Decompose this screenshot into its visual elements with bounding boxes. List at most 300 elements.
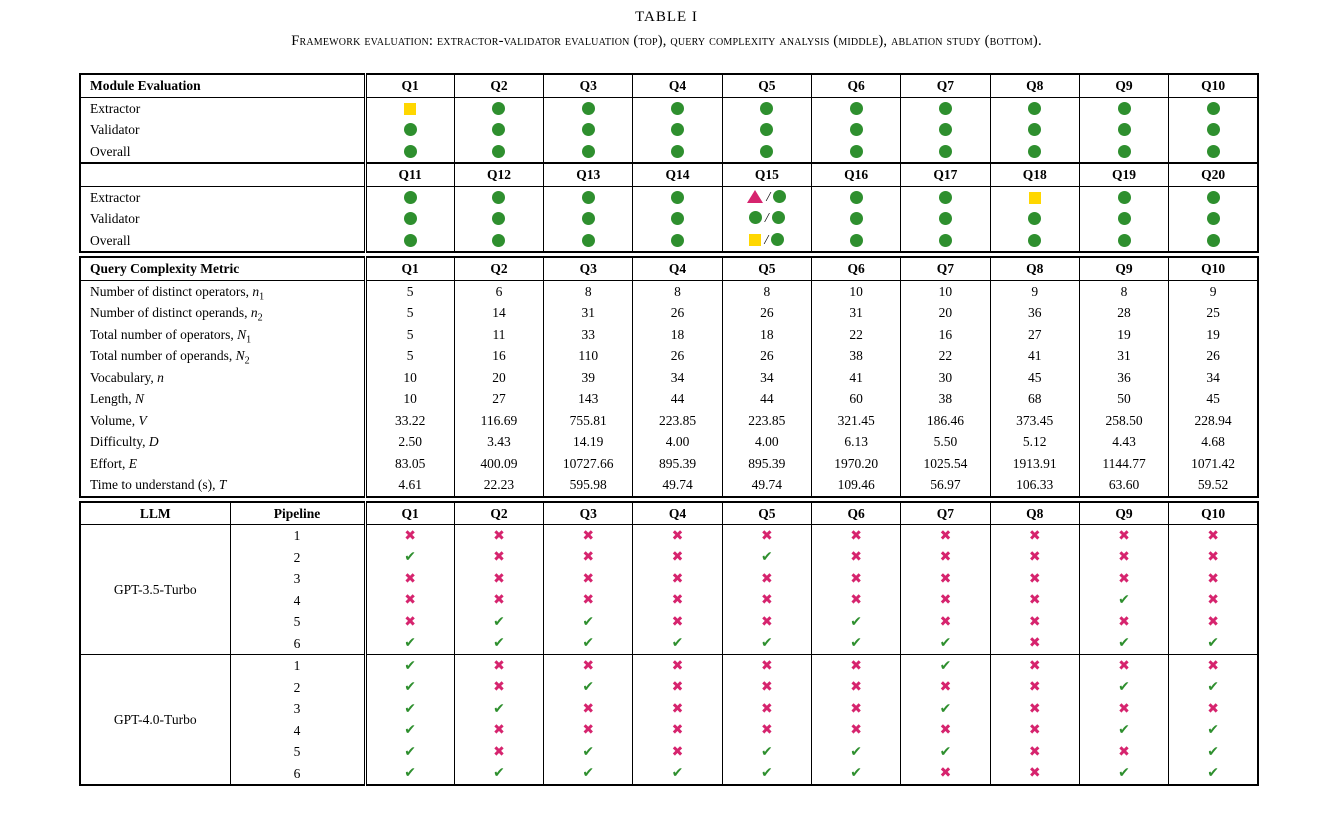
metric-value: 22 bbox=[811, 324, 900, 346]
complexity-data-row bbox=[80, 474, 1258, 497]
metric-value: 14 bbox=[454, 302, 543, 324]
green-circle-icon bbox=[939, 191, 952, 204]
result-cell bbox=[365, 547, 454, 569]
cross-icon: ✖ bbox=[1118, 743, 1130, 760]
result-cell bbox=[811, 611, 900, 633]
green-circle-icon bbox=[582, 234, 595, 247]
metric-value: 34 bbox=[633, 367, 722, 389]
green-circle-icon bbox=[671, 102, 684, 115]
result-cell bbox=[722, 741, 811, 763]
cross-icon: ✖ bbox=[1028, 613, 1041, 630]
column-header-q1: Q1 bbox=[365, 502, 454, 525]
result-cell bbox=[633, 698, 722, 720]
module-cell bbox=[1079, 97, 1168, 119]
result-cell bbox=[722, 677, 811, 699]
result-cell bbox=[454, 568, 543, 590]
metric-value: 8 bbox=[722, 280, 811, 302]
check-icon: ✔ bbox=[404, 657, 417, 674]
check-icon: ✔ bbox=[760, 743, 773, 760]
result-cell bbox=[633, 547, 722, 569]
module-cell bbox=[811, 141, 900, 164]
result-cell bbox=[365, 677, 454, 699]
cross-icon: ✖ bbox=[671, 613, 684, 630]
green-circle-icon bbox=[1118, 102, 1131, 115]
yellow-square-icon bbox=[404, 103, 416, 115]
cross-icon: ✖ bbox=[1028, 679, 1041, 696]
result-cell bbox=[1079, 720, 1168, 742]
metric-value: 22.23 bbox=[454, 474, 543, 497]
result-cell bbox=[1079, 568, 1168, 590]
module-cell bbox=[990, 208, 1079, 230]
metric-value: 110 bbox=[544, 345, 633, 367]
pipeline-number: 6 bbox=[230, 633, 365, 655]
result-cell bbox=[365, 568, 454, 590]
module-cell bbox=[365, 208, 454, 230]
module-header-row bbox=[80, 74, 1258, 97]
result-cell bbox=[901, 611, 990, 633]
pipeline-number: 3 bbox=[230, 698, 365, 720]
pipeline-row bbox=[80, 633, 1258, 655]
green-circle-icon bbox=[492, 102, 505, 115]
complexity-data-row bbox=[80, 410, 1258, 432]
check-icon: ✔ bbox=[939, 743, 952, 760]
cross-icon: ✖ bbox=[760, 722, 773, 739]
pipeline-number: 3 bbox=[230, 568, 365, 590]
module-cell bbox=[901, 141, 990, 164]
complexity-data-row bbox=[80, 388, 1258, 410]
module-cell bbox=[454, 97, 543, 119]
result-cell bbox=[722, 525, 811, 547]
check-icon: ✔ bbox=[850, 743, 862, 760]
result-cell bbox=[811, 525, 900, 547]
module-cell bbox=[365, 186, 454, 208]
green-circle-icon bbox=[850, 123, 863, 136]
result-cell bbox=[365, 633, 454, 655]
result-cell bbox=[722, 547, 811, 569]
result-cell bbox=[1169, 677, 1258, 699]
module-cell bbox=[633, 208, 722, 230]
green-circle-icon bbox=[1207, 212, 1220, 225]
pipeline-number: 4 bbox=[230, 590, 365, 612]
metric-label: Total number of operands, $N_2$ bbox=[90, 348, 250, 367]
column-header-q4: Q4 bbox=[633, 257, 722, 280]
column-header-q9: Q9 bbox=[1079, 502, 1168, 525]
pipeline-row bbox=[80, 763, 1258, 786]
module-cell bbox=[544, 97, 633, 119]
pipeline-row bbox=[80, 590, 1258, 612]
result-cell bbox=[454, 611, 543, 633]
module-cell bbox=[454, 186, 543, 208]
module-cell bbox=[633, 230, 722, 253]
green-circle-icon bbox=[582, 212, 595, 225]
column-header-q5: Q5 bbox=[722, 502, 811, 525]
result-cell bbox=[901, 633, 990, 655]
result-cell bbox=[544, 720, 633, 742]
metric-value: 33.22 bbox=[365, 410, 454, 432]
check-icon: ✔ bbox=[493, 635, 505, 652]
module-cell bbox=[365, 97, 454, 119]
metric-value: 31 bbox=[544, 302, 633, 324]
module-data-row bbox=[80, 97, 1258, 119]
result-cell bbox=[454, 698, 543, 720]
metric-value: 223.85 bbox=[633, 410, 722, 432]
cross-icon: ✖ bbox=[1028, 700, 1041, 717]
cross-icon: ✖ bbox=[671, 743, 684, 760]
check-icon: ✔ bbox=[404, 743, 417, 760]
result-cell bbox=[990, 547, 1079, 569]
result-cell bbox=[901, 525, 990, 547]
check-icon: ✔ bbox=[1118, 679, 1130, 696]
green-circle-icon bbox=[850, 191, 863, 204]
cross-icon: ✖ bbox=[671, 700, 684, 717]
result-cell bbox=[722, 633, 811, 655]
cross-icon: ✖ bbox=[850, 549, 862, 566]
green-circle-icon bbox=[492, 212, 505, 225]
green-circle-icon bbox=[772, 211, 785, 224]
green-circle-icon bbox=[760, 123, 773, 136]
check-icon: ✔ bbox=[493, 700, 505, 717]
module-cell bbox=[811, 186, 900, 208]
cross-icon: ✖ bbox=[582, 657, 595, 674]
metric-value: 1025.54 bbox=[901, 453, 990, 475]
result-cell bbox=[901, 590, 990, 612]
metric-value: 4.00 bbox=[633, 431, 722, 453]
result-cell bbox=[990, 633, 1079, 655]
green-circle-icon bbox=[582, 191, 595, 204]
complexity-header-row bbox=[80, 257, 1258, 280]
metric-value: 39 bbox=[544, 367, 633, 389]
module-cell bbox=[811, 97, 900, 119]
module-cell bbox=[544, 230, 633, 253]
math-variable: n bbox=[252, 283, 260, 299]
cross-icon: ✖ bbox=[582, 700, 595, 717]
result-cell bbox=[1169, 741, 1258, 763]
result-cell bbox=[1169, 547, 1258, 569]
result-cell bbox=[811, 741, 900, 763]
metric-value: 5.50 bbox=[901, 431, 990, 453]
result-cell bbox=[901, 677, 990, 699]
column-header-q7: Q7 bbox=[901, 257, 990, 280]
module-cell bbox=[722, 208, 811, 230]
column-header-q10: Q10 bbox=[1169, 257, 1258, 280]
result-cell bbox=[1079, 677, 1168, 699]
green-circle-icon bbox=[1207, 145, 1220, 158]
green-circle-icon bbox=[760, 145, 773, 158]
column-header-q8: Q8 bbox=[990, 502, 1079, 525]
pipeline-number: 5 bbox=[230, 741, 365, 763]
check-icon: ✔ bbox=[850, 613, 862, 630]
green-circle-icon bbox=[492, 234, 505, 247]
metric-value: 8 bbox=[1079, 280, 1168, 302]
module-cell bbox=[633, 119, 722, 141]
metric-value: 9 bbox=[1169, 280, 1258, 302]
result-cell bbox=[990, 525, 1079, 547]
metric-value: 223.85 bbox=[722, 410, 811, 432]
column-header-q13: Q13 bbox=[544, 163, 633, 186]
module-cell bbox=[633, 141, 722, 164]
module-cell bbox=[454, 230, 543, 253]
result-cell bbox=[722, 611, 811, 633]
metric-label: Vocabulary, n bbox=[90, 369, 164, 385]
metric-value: 60 bbox=[811, 388, 900, 410]
metric-value: 2.50 bbox=[365, 431, 454, 453]
cross-icon: ✖ bbox=[939, 592, 952, 609]
pink-triangle-icon bbox=[747, 190, 763, 203]
cross-icon: ✖ bbox=[404, 527, 417, 544]
module-cell bbox=[901, 208, 990, 230]
cross-icon: ✖ bbox=[404, 592, 417, 609]
column-header-q9: Q9 bbox=[1079, 257, 1168, 280]
pipeline-row bbox=[80, 611, 1258, 633]
column-header-q3: Q3 bbox=[544, 257, 633, 280]
pipeline-number: 5 bbox=[230, 611, 365, 633]
module-row-label: Extractor bbox=[90, 189, 141, 205]
green-circle-icon bbox=[404, 191, 417, 204]
metric-value: 38 bbox=[811, 345, 900, 367]
check-icon: ✔ bbox=[582, 765, 595, 782]
check-icon: ✔ bbox=[1118, 722, 1130, 739]
result-cell bbox=[544, 698, 633, 720]
module-cell bbox=[365, 119, 454, 141]
ablation-study-table bbox=[79, 501, 1259, 787]
green-circle-icon bbox=[671, 212, 684, 225]
metric-value: 26 bbox=[722, 302, 811, 324]
module-cell bbox=[901, 186, 990, 208]
metric-value: 22 bbox=[901, 345, 990, 367]
cross-icon: ✖ bbox=[1207, 549, 1219, 566]
cross-icon: ✖ bbox=[1207, 570, 1219, 587]
result-cell bbox=[1169, 720, 1258, 742]
module-cell bbox=[990, 230, 1079, 253]
column-header-q17: Q17 bbox=[901, 163, 990, 186]
module-cell bbox=[1169, 186, 1258, 208]
metric-value: 44 bbox=[633, 388, 722, 410]
module-cell bbox=[990, 119, 1079, 141]
result-cell bbox=[722, 568, 811, 590]
metric-value: 6.13 bbox=[811, 431, 900, 453]
cross-icon: ✖ bbox=[493, 592, 505, 609]
green-circle-icon bbox=[404, 145, 417, 158]
module-cell bbox=[544, 208, 633, 230]
column-header-q8: Q8 bbox=[990, 74, 1079, 97]
column-header-q7: Q7 bbox=[901, 74, 990, 97]
result-cell bbox=[1169, 655, 1258, 677]
complexity-data-row bbox=[80, 431, 1258, 453]
module-evaluation-table bbox=[79, 73, 1259, 253]
module-cell bbox=[454, 119, 543, 141]
math-subscript: 2 bbox=[257, 312, 263, 324]
green-circle-icon bbox=[939, 145, 952, 158]
check-icon: ✔ bbox=[1118, 765, 1130, 782]
module-row-label: Extractor bbox=[90, 100, 141, 116]
cross-icon: ✖ bbox=[582, 570, 595, 587]
module-data-row bbox=[80, 141, 1258, 164]
cross-icon: ✖ bbox=[1028, 592, 1041, 609]
column-header-q19: Q19 bbox=[1079, 163, 1168, 186]
cross-icon: ✖ bbox=[582, 722, 595, 739]
column-header-q5: Q5 bbox=[722, 74, 811, 97]
llm-name: GPT-3.5-Turbo bbox=[113, 581, 197, 597]
metric-value: 5 bbox=[365, 345, 454, 367]
cross-icon: ✖ bbox=[760, 657, 773, 674]
check-icon: ✔ bbox=[582, 679, 595, 696]
metric-value: 106.33 bbox=[990, 474, 1079, 497]
query-complexity-table bbox=[79, 256, 1259, 498]
pipeline-row bbox=[80, 677, 1258, 699]
result-cell bbox=[722, 763, 811, 786]
check-icon: ✔ bbox=[850, 765, 862, 782]
module-cell bbox=[811, 119, 900, 141]
module-cell bbox=[990, 141, 1079, 164]
math-variable: V bbox=[138, 412, 147, 428]
result-cell bbox=[901, 698, 990, 720]
green-circle-icon bbox=[1028, 234, 1041, 247]
metric-value: 258.50 bbox=[1079, 410, 1168, 432]
module-cell bbox=[722, 141, 811, 164]
module-row-label: Overall bbox=[90, 143, 131, 159]
cross-icon: ✖ bbox=[850, 527, 862, 544]
slash-separator: / bbox=[766, 189, 771, 205]
cross-icon: ✖ bbox=[1028, 722, 1041, 739]
cross-icon: ✖ bbox=[493, 679, 505, 696]
check-icon: ✔ bbox=[1207, 765, 1219, 782]
green-circle-icon bbox=[749, 211, 762, 224]
pipeline-number: 2 bbox=[230, 547, 365, 569]
column-header-q20: Q20 bbox=[1169, 163, 1258, 186]
metric-value: 68 bbox=[990, 388, 1079, 410]
result-cell bbox=[633, 741, 722, 763]
result-cell bbox=[722, 698, 811, 720]
green-circle-icon bbox=[671, 145, 684, 158]
metric-label: Length, N bbox=[90, 391, 145, 406]
metric-value: 50 bbox=[1079, 388, 1168, 410]
pipeline-row bbox=[80, 547, 1258, 569]
metric-value: 109.46 bbox=[811, 474, 900, 497]
metric-value: 56.97 bbox=[901, 474, 990, 497]
column-header-q3: Q3 bbox=[544, 74, 633, 97]
column-header-q12: Q12 bbox=[454, 163, 543, 186]
metric-value: 20 bbox=[454, 367, 543, 389]
column-header-q18: Q18 bbox=[990, 163, 1079, 186]
check-icon: ✔ bbox=[404, 765, 417, 782]
result-cell bbox=[633, 568, 722, 590]
column-header-q3: Q3 bbox=[544, 502, 633, 525]
result-cell bbox=[544, 547, 633, 569]
metric-value: 10 bbox=[901, 280, 990, 302]
metric-value: 33 bbox=[544, 324, 633, 346]
llm-name: GPT-4.0-Turbo bbox=[80, 655, 230, 786]
metric-value: 4.68 bbox=[1169, 431, 1258, 453]
metric-value: 16 bbox=[901, 324, 990, 346]
green-circle-icon bbox=[492, 123, 505, 136]
green-circle-icon bbox=[850, 212, 863, 225]
metric-value: 45 bbox=[1169, 388, 1258, 410]
green-circle-icon bbox=[939, 234, 952, 247]
result-cell bbox=[1079, 741, 1168, 763]
check-icon: ✔ bbox=[1207, 679, 1219, 696]
result-cell bbox=[454, 633, 543, 655]
result-cell bbox=[633, 611, 722, 633]
cross-icon: ✖ bbox=[939, 613, 952, 630]
green-circle-icon bbox=[1028, 102, 1041, 115]
metric-value: 595.98 bbox=[544, 474, 633, 497]
cross-icon: ✖ bbox=[1118, 549, 1130, 566]
green-circle-icon bbox=[1028, 212, 1041, 225]
result-cell bbox=[811, 763, 900, 786]
table-wrapper bbox=[79, 73, 1259, 786]
result-cell bbox=[365, 763, 454, 786]
metric-value: 186.46 bbox=[901, 410, 990, 432]
cross-icon: ✖ bbox=[1207, 613, 1219, 630]
metric-value: 83.05 bbox=[365, 453, 454, 475]
metric-value: 5 bbox=[365, 302, 454, 324]
result-cell bbox=[365, 611, 454, 633]
metric-value: 1144.77 bbox=[1079, 453, 1168, 475]
cross-icon: ✖ bbox=[671, 527, 684, 544]
complexity-data-row bbox=[80, 302, 1258, 324]
result-cell bbox=[544, 655, 633, 677]
metric-label: Volume, V bbox=[90, 412, 147, 428]
module-cell bbox=[633, 97, 722, 119]
result-cell bbox=[544, 568, 633, 590]
metric-value: 755.81 bbox=[544, 410, 633, 432]
check-icon: ✔ bbox=[582, 613, 595, 630]
math-variable: N bbox=[235, 348, 245, 363]
module-cell bbox=[1169, 119, 1258, 141]
result-cell bbox=[365, 590, 454, 612]
result-cell bbox=[633, 720, 722, 742]
result-cell bbox=[990, 720, 1079, 742]
metric-value: 321.45 bbox=[811, 410, 900, 432]
metric-value: 4.00 bbox=[722, 431, 811, 453]
cross-icon: ✖ bbox=[939, 570, 952, 587]
green-circle-icon bbox=[671, 123, 684, 136]
check-icon: ✔ bbox=[404, 722, 417, 739]
cross-icon: ✖ bbox=[493, 722, 505, 739]
cross-icon: ✖ bbox=[1118, 700, 1130, 717]
module-cell bbox=[722, 186, 811, 208]
slash-separator: / bbox=[764, 232, 769, 248]
math-subscript: 1 bbox=[246, 334, 252, 345]
result-cell bbox=[365, 525, 454, 547]
result-cell bbox=[901, 720, 990, 742]
check-icon: ✔ bbox=[1118, 592, 1130, 609]
metric-value: 41 bbox=[990, 345, 1079, 367]
column-header-q14: Q14 bbox=[633, 163, 722, 186]
result-cell bbox=[1079, 590, 1168, 612]
metric-value: 25 bbox=[1169, 302, 1258, 324]
cross-icon: ✖ bbox=[671, 592, 684, 609]
cross-icon: ✖ bbox=[671, 570, 684, 587]
metric-value: 19 bbox=[1169, 324, 1258, 346]
result-cell bbox=[901, 568, 990, 590]
column-header-q4: Q4 bbox=[633, 74, 722, 97]
metric-value: 59.52 bbox=[1169, 474, 1258, 497]
cross-icon: ✖ bbox=[671, 679, 684, 696]
column-header-q11: Q11 bbox=[365, 163, 454, 186]
metric-value: 28 bbox=[1079, 302, 1168, 324]
metric-value: 36 bbox=[990, 302, 1079, 324]
metric-value: 16 bbox=[454, 345, 543, 367]
green-circle-icon bbox=[671, 191, 684, 204]
cross-icon: ✖ bbox=[1028, 570, 1041, 587]
cross-icon: ✖ bbox=[1207, 527, 1219, 544]
module-cell bbox=[1079, 119, 1168, 141]
result-cell bbox=[1169, 763, 1258, 786]
module-data-row bbox=[80, 119, 1258, 141]
check-icon: ✔ bbox=[939, 635, 952, 652]
column-header-q8: Q8 bbox=[990, 257, 1079, 280]
